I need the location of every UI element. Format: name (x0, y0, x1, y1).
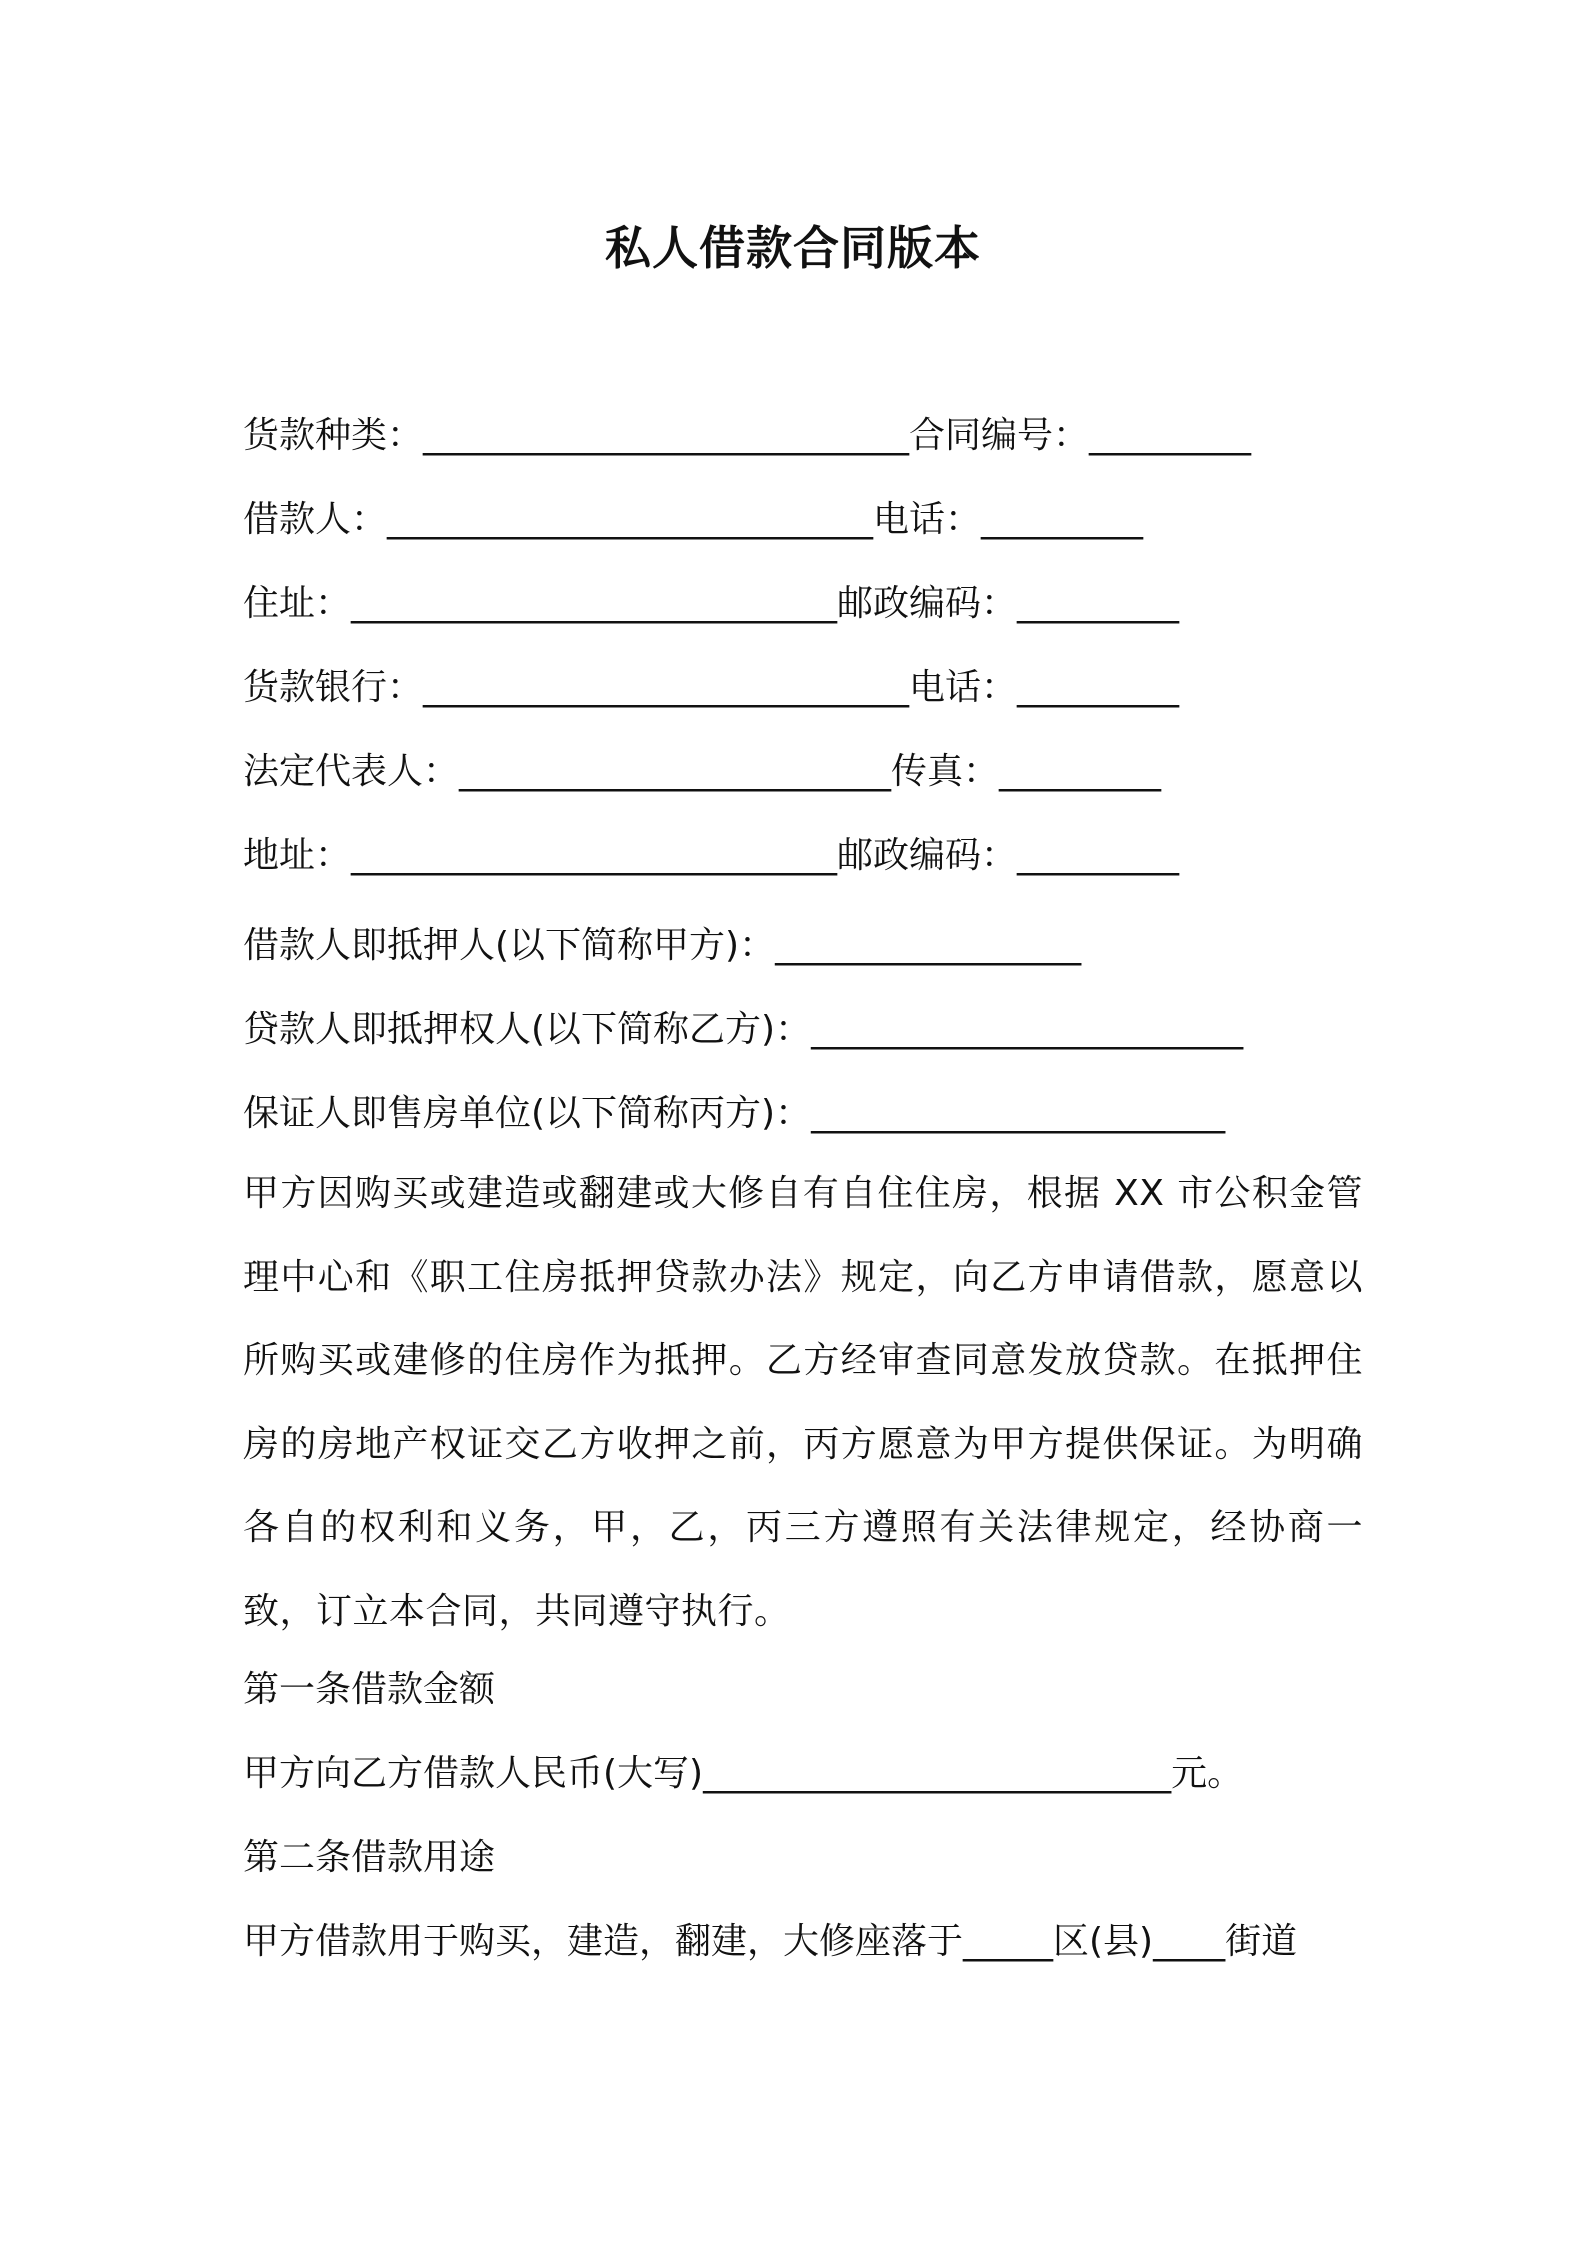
document-title: 私人借款合同版本 (605, 221, 981, 275)
article-2-heading: 第二条借款用途 (243, 1837, 496, 1878)
form-line-legal-representative: 法定代表人：________________________传真：_________ (243, 751, 1162, 792)
form-line-residence: 住址：___________________________邮政编码：_________ (243, 583, 1180, 624)
form-line-party-c: 保证人即售房单位(以下简称丙方)：_______________________ (243, 1093, 1226, 1134)
form-line-loan-type: 货款种类：___________________________合同编号：_________ (243, 415, 1252, 456)
form-line-borrower: 借款人：___________________________电话：_________ (243, 499, 1144, 540)
form-line-party-b: 贷款人即抵押权人(以下简称乙方)：________________________ (243, 1009, 1244, 1050)
article-2-text: 甲方借款用于购买，建造，翻建，大修座落于_____区(县)____街道 (243, 1921, 1298, 1962)
form-line-lending-bank: 货款银行：___________________________电话：_________ (243, 667, 1180, 708)
article-1-heading: 第一条借款金额 (243, 1669, 496, 1710)
form-line-address: 地址：___________________________邮政编码：_________ (243, 835, 1180, 876)
article-1-text: 甲方向乙方借款人民币(大写)__________________________元。 (243, 1753, 1244, 1794)
form-line-party-a: 借款人即抵押人(以下简称甲方)：_________________ (243, 925, 1082, 966)
intro-paragraph: 甲方因购买或建造或翻建或大修自有自住住房，根据 XX 市公积金管理中心和《职工住房抵押贷款办法》规定，向乙方申请借款，愿意以所购买或建修的住房作为抵押。乙方经审查同意发放贷款。在抵押住房的房地产权证交乙方收押之前，丙方愿意为甲方提供保证。为明确各自的权利和义务，甲，乙，丙三方遵照有关法律规定，经协商一致，订立本合同，共同遵守执行。 (243, 1173, 1363, 1632)
